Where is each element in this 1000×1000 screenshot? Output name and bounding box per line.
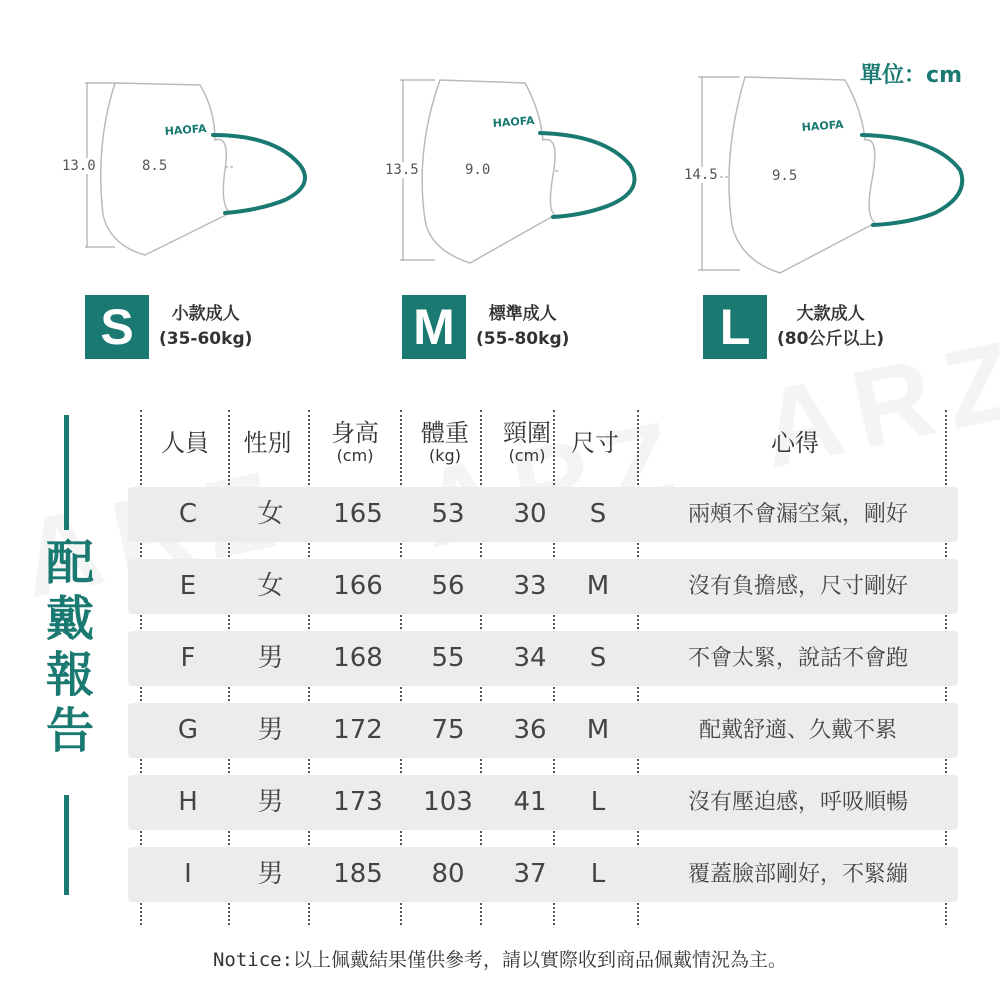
cell-size: L [590, 859, 606, 889]
cell-height: 172 [333, 715, 383, 745]
column-header-label: 心得 [771, 429, 819, 457]
cell-gender: 女 [257, 571, 284, 601]
cell-weight: 56 [431, 571, 465, 601]
size-block-l [703, 295, 884, 359]
wear-report-table [125, 405, 960, 925]
cell-gender: 男 [257, 643, 284, 673]
mask-outline-icon [690, 65, 970, 280]
column-header-unit: (cm) [336, 446, 374, 465]
cell-size: S [589, 643, 607, 673]
cell-note: 不會太緊，說話不會跑 [687, 646, 908, 671]
size-name: 標準成人 [488, 304, 557, 325]
cell-note: 沒有壓迫感，呼吸順暢 [687, 790, 908, 815]
cell-height: 173 [333, 787, 383, 817]
column-header-label: 性別 [243, 429, 292, 457]
cell-height: 166 [333, 571, 383, 601]
cell-height: 185 [333, 859, 383, 889]
cell-gender: 男 [257, 715, 284, 745]
cell-person: G [177, 715, 199, 745]
cell-neck: 34 [513, 643, 547, 673]
cell-person: F [180, 643, 196, 673]
brand-logo: HAOFA [801, 118, 844, 134]
height-label: 13.0 [62, 158, 96, 174]
size-range: (35-60kg) [159, 329, 253, 349]
width-label: 9.0 [465, 162, 491, 178]
size-name: 小款成人 [171, 304, 240, 325]
cell-neck: 37 [513, 859, 547, 889]
report-title-char: 配 [45, 535, 94, 591]
cell-size: M [586, 715, 610, 745]
height-label: 14.5 [684, 167, 718, 183]
size-letter-badge: L [703, 295, 767, 359]
table-row [128, 703, 958, 758]
column-header-label: 身高 [331, 419, 379, 447]
size-range: (80公斤以上) [777, 329, 885, 349]
width-label: 9.5 [772, 168, 798, 184]
cell-weight: 53 [431, 499, 465, 529]
column-header-label: 頸圍 [503, 419, 551, 447]
cell-gender: 女 [257, 499, 284, 529]
cell-weight: 55 [431, 643, 465, 673]
cell-size: L [590, 787, 606, 817]
table-header [125, 405, 960, 475]
notice-text: Notice:以上佩戴結果僅供參考，請以實際收到商品佩戴情況為主。 [212, 949, 788, 971]
cell-person: E [179, 571, 197, 601]
column-header-unit: (kg) [429, 446, 461, 465]
report-title-char: 報 [45, 647, 94, 703]
cell-person: I [184, 859, 192, 889]
mask-diagram-small [55, 65, 325, 269]
cell-neck: 30 [513, 499, 547, 529]
cell-note: 沒有負擔感，尺寸剛好 [687, 574, 908, 599]
cell-person: C [178, 499, 198, 529]
unit-label: 單位：cm [860, 63, 962, 88]
column-header [635, 423, 955, 458]
cell-person: H [178, 787, 198, 817]
mask-diagram-large [684, 65, 970, 284]
height-label: 13.5 [385, 162, 419, 178]
size-letter-badge: M [402, 295, 466, 359]
cell-neck: 36 [513, 715, 547, 745]
report-title-char: 告 [45, 703, 94, 759]
cell-size: M [586, 571, 610, 601]
column-header [555, 423, 635, 458]
size-name: 大款成人 [796, 304, 865, 325]
cell-gender: 男 [257, 787, 284, 817]
report-title-char: 戴 [45, 591, 94, 647]
column-header [230, 423, 305, 458]
column-header [310, 413, 400, 465]
cell-neck: 41 [513, 787, 547, 817]
cell-weight: 80 [431, 859, 465, 889]
column-header [405, 413, 485, 465]
cell-size: S [589, 499, 607, 529]
cell-weight: 103 [423, 787, 473, 817]
cell-note: 配戴舒適、久戴不累 [698, 718, 897, 743]
cell-weight: 75 [431, 715, 465, 745]
table-row [128, 487, 958, 542]
report-divider-bottom [64, 795, 69, 895]
size-letter-badge: S [85, 295, 149, 359]
brand-logo: HAOFA [164, 122, 207, 138]
size-block-s [85, 295, 252, 359]
cell-height: 165 [333, 499, 383, 529]
size-block-m [402, 295, 569, 359]
width-label: 8.5 [142, 158, 168, 174]
column-header [145, 423, 225, 458]
column-header-label: 人員 [161, 429, 209, 457]
column-header-unit: (cm) [508, 446, 546, 465]
cell-note: 兩頰不會漏空氣，剛好 [687, 502, 908, 527]
cell-gender: 男 [257, 859, 284, 889]
table-row [128, 631, 958, 686]
cell-height: 168 [333, 643, 383, 673]
column-header-label: 尺寸 [571, 429, 619, 457]
table-row [128, 559, 958, 614]
column-header-label: 體重 [421, 419, 469, 447]
mask-diagram-medium [375, 65, 645, 269]
cell-note: 覆蓋臉部剛好，不緊繃 [687, 862, 908, 887]
report-divider-top [64, 415, 69, 530]
cell-neck: 33 [513, 571, 547, 601]
size-range: (55-80kg) [476, 329, 570, 349]
report-title [40, 535, 100, 759]
table-row [128, 847, 958, 902]
brand-logo: HAOFA [492, 114, 535, 130]
table-row [128, 775, 958, 830]
